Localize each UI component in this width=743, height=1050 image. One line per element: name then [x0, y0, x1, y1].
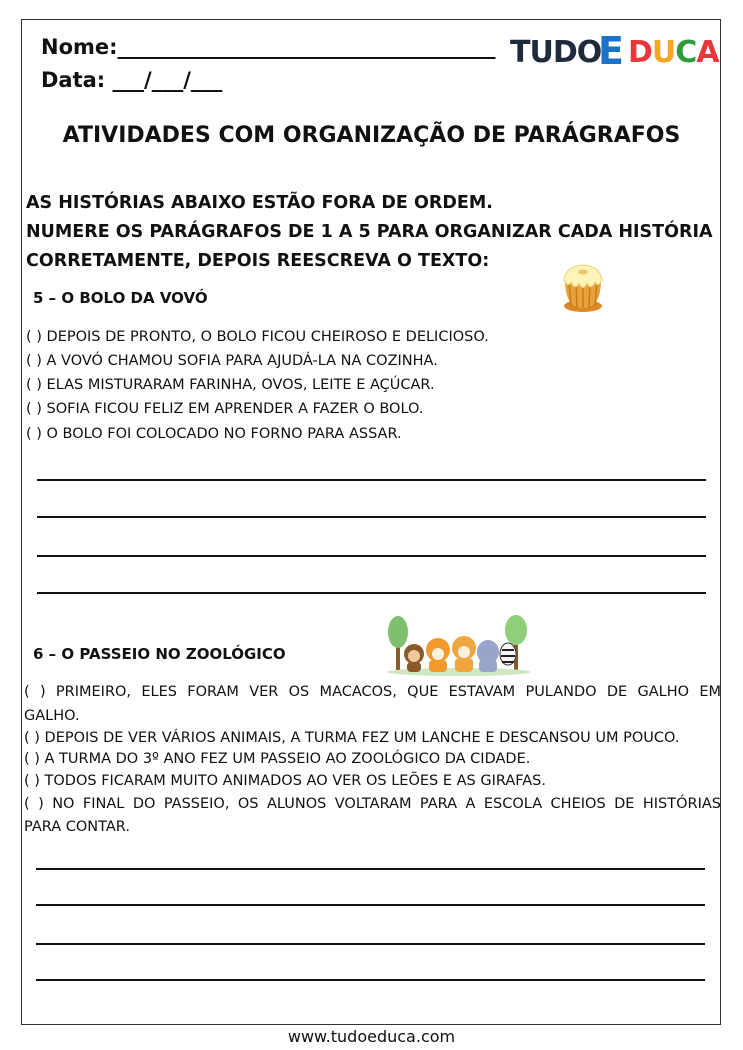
page-title: ATIVIDADES COM ORGANIZAÇÃO DE PARÁGRAFOS: [62, 123, 681, 148]
footer-website[interactable]: www.tudoeduca.com: [287, 1027, 456, 1046]
writing-line[interactable]: [37, 555, 706, 557]
section-6-item-5-line-2: PARA CONTAR.: [24, 819, 130, 835]
instruction-line-3: CORRETAMENTE, DEPOIS REESCREVA O TEXTO:: [26, 251, 490, 271]
logo-letter: A: [696, 35, 719, 70]
writing-line[interactable]: [36, 979, 705, 981]
cake-icon: [560, 258, 606, 314]
logo-part-tudo: TUDO: [510, 35, 602, 70]
logo-letter: D: [628, 35, 652, 70]
logo-part-duca: [628, 35, 719, 70]
writing-line[interactable]: [36, 868, 705, 870]
section-6-title: 6 – O PASSEIO NO ZOOLÓGICO: [33, 645, 286, 663]
section-5-item-1: ( ) DEPOIS DE PRONTO, O BOLO FICOU CHEIROSO E DELICIOSO.: [26, 329, 489, 345]
writing-line[interactable]: [36, 943, 705, 945]
section-5-item-2: ( ) A VOVÓ CHAMOU SOFIA PARA AJUDÁ-LA NA COZINHA.: [26, 353, 438, 369]
section-6-item-3: ( ) A TURMA DO 3º ANO FEZ UM PASSEIO AO ZOOLÓGICO DA CIDADE.: [24, 751, 531, 767]
writing-line[interactable]: [36, 904, 705, 906]
section-6-item-1-line-1: ( ) PRIMEIRO, ELES FORAM VER OS MACACOS, QUE ESTAVAM PULANDO DE GALHO EM: [24, 684, 721, 700]
section-6-item-2: ( ) DEPOIS DE VER VÁRIOS ANIMAIS, A TURMA FEZ UM LANCHE E DESCANSOU UM POUCO.: [24, 730, 680, 746]
zoo-animals-icon: [386, 614, 532, 676]
logo-letter: C: [675, 35, 697, 70]
section-6-item-1-line-2: GALHO.: [24, 708, 80, 724]
instruction-line-1: AS HISTÓRIAS ABAIXO ESTÃO FORA DE ORDEM.: [26, 193, 493, 213]
page-border: [21, 19, 721, 1025]
logo-part-e: E: [598, 29, 624, 73]
section-5-item-5: ( ) O BOLO FOI COLOCADO NO FORNO PARA ASSAR.: [26, 426, 402, 442]
logo-letter: U: [651, 35, 676, 70]
section-5-item-4: ( ) SOFIA FICOU FELIZ EM APRENDER A FAZER O BOLO.: [26, 401, 424, 417]
tudoeduca-logo: [510, 27, 720, 77]
writing-line[interactable]: [37, 592, 706, 594]
instruction-line-2: NUMERE OS PARÁGRAFOS DE 1 A 5 PARA ORGANIZAR CADA HISTÓRIA: [26, 222, 713, 242]
writing-line[interactable]: [37, 479, 706, 481]
section-6-item-5-line-1: ( ) NO FINAL DO PASSEIO, OS ALUNOS VOLTARAM PARA A ESCOLA CHEIOS DE HISTÓRIAS: [24, 796, 721, 812]
writing-line[interactable]: [37, 516, 706, 518]
section-5-title: 5 – O BOLO DA VOVÓ: [33, 289, 208, 307]
date-field-label: Data: ___/___/___: [41, 68, 223, 92]
section-5-item-3: ( ) ELAS MISTURARAM FARINHA, OVOS, LEITE E AÇÚCAR.: [26, 377, 435, 393]
section-6-item-4: ( ) TODOS FICARAM MUITO ANIMADOS AO VER OS LEÕES E AS GIRAFAS.: [24, 773, 546, 789]
name-field-label: Nome:____________________________________: [41, 35, 496, 59]
